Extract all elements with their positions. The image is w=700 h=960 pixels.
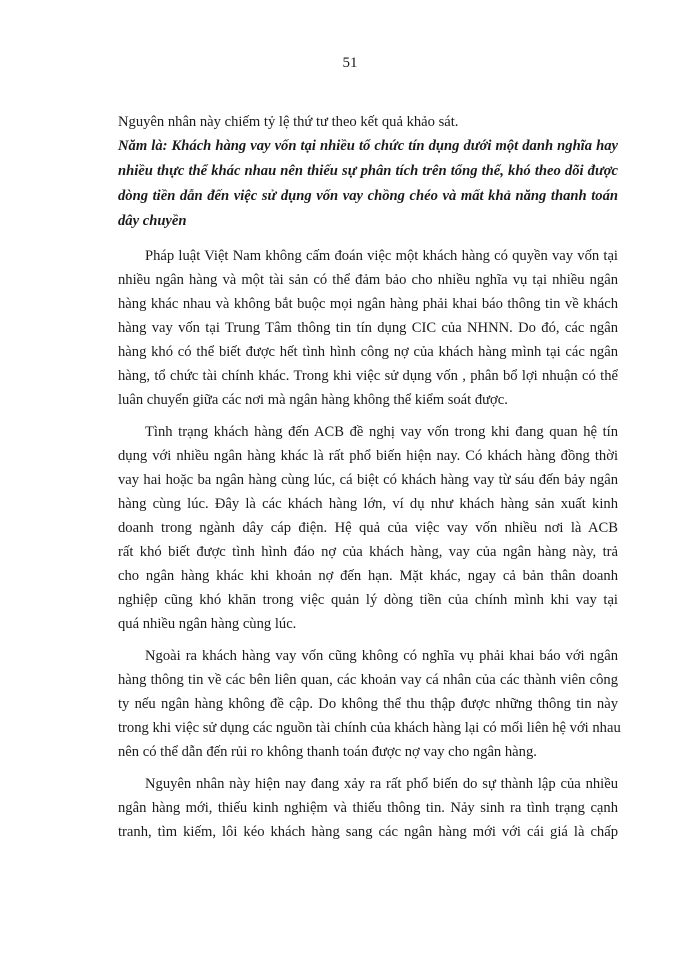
paragraph-line: tranh, tìm kiếm, lôi kéo khách hàng sang các ngân hàng mới với cái giá là chấp [118, 824, 618, 840]
paragraph-line: hàng vay vốn tại Trung Tâm thông tin tín dụng CIC của NHNN. Do đó, các ngân [118, 320, 618, 336]
paragraph-line: nên có thể dẫn đến rủi ro không thanh toán được nợ vay cho ngân hàng. [118, 744, 537, 760]
paragraph-3 [118, 644, 621, 764]
paragraph-4 [118, 772, 618, 844]
paragraph-line: ngân hàng mới, thiếu kinh nghiệm và thiếu thông tin. Nảy sinh ra tình trạng cạnh [118, 800, 618, 816]
paragraph-line: ty nếu ngân hàng không đề cập. Do không thể thu thập được những thông tin này [118, 696, 618, 712]
paragraph-line: hàng khó có thể biết được hết tình hình công nợ của khách hàng mình tại các ngân [118, 344, 618, 360]
paragraph-line: trong khi việc sử dụng các nguồn tài chính của khách hàng lại có mối liên hệ với nhau [118, 720, 621, 736]
paragraph-line: vay hai hoặc ba ngân hàng cùng lúc, cá biệt có khách hàng vay từ sáu đến bảy ngân [118, 472, 618, 488]
paragraph-line: nghiệp cũng khó khăn trong việc quản lý dòng tiền của chính mình khi vay tại [118, 592, 618, 608]
paragraph-line: Ngoài ra khách hàng vay vốn cũng không có nghĩa vụ phải khai báo với ngân [145, 648, 618, 664]
page-body [118, 110, 621, 844]
paragraph-line: rất khó biết được tình hình đáo nợ của khách hàng, vay của ngân hàng này, trả [118, 544, 618, 560]
paragraph-line: quá nhiều ngân hàng cùng lúc. [118, 616, 297, 632]
paragraph-line: nhiều ngân hàng và một tài sản có thể đảm bảo cho nhiều nghĩa vụ tại nhiều ngân [118, 272, 618, 288]
heading-line: dòng tiền dẫn đến việc sử dụng vốn vay chồng chéo và mất khả năng thanh toán [118, 188, 618, 204]
paragraph-2 [118, 420, 618, 636]
heading-line: nhiều thực thể khác nhau nên thiếu sự phân tích trên tổng thể, khó theo dõi được [118, 163, 618, 179]
paragraph-line: hàng, tổ chức tài chính khác. Trong khi việc sử dụng vốn , phân bổ lợi nhuận có thể [118, 368, 618, 384]
paragraph-line: dụng với nhiều ngân hàng khác là rất phổ biến hiện nay. Có khách hàng đồng thời [118, 448, 618, 464]
intro-line: Nguyên nhân này chiếm tỷ lệ thứ tư theo kết quả khảo sát. [118, 114, 459, 130]
paragraph-line: cho ngân hàng khác khi khoản nợ đến hạn. Mặt khác, ngay cả bản thân doanh [118, 568, 618, 584]
paragraph-line: hàng thông tin về các bên liên quan, các khoản vay cá nhân của các thành viên công [118, 672, 618, 688]
paragraph-line: hàng cùng lúc. Đây là các khách hàng lớn, ví dụ như khách hàng sản xuất kinh [118, 496, 618, 512]
paragraph-line: Nguyên nhân này hiện nay đang xảy ra rất phổ biến do sự thành lập của nhiều [145, 776, 618, 792]
paragraph-line: doanh trong ngành dây cáp điện. Hệ quả của việc vay vốn nhiều nơi là ACB [118, 520, 618, 536]
heading-line: Năm là: Khách hàng vay vốn tại nhiều tổ chức tín dụng dưới một danh nghĩa hay [118, 138, 618, 154]
paragraph-line: luân chuyển giữa các nơi mà ngân hàng không thể kiểm soát được. [118, 392, 508, 408]
section-heading [118, 134, 618, 234]
paragraph-line: hàng khác nhau và không bắt buộc mọi ngân hàng phải khai báo thông tin về khách [118, 296, 618, 312]
heading-line: dây chuyền [118, 213, 187, 229]
page-number: 51 [342, 55, 358, 71]
paragraph-line: Tình trạng khách hàng đến ACB đề nghị vay vốn trong khi đang quan hệ tín [145, 424, 618, 440]
paragraph-1 [118, 244, 618, 412]
paragraph-line: Pháp luật Việt Nam không cấm đoán việc một khách hàng có quyền vay vốn tại [145, 248, 618, 264]
